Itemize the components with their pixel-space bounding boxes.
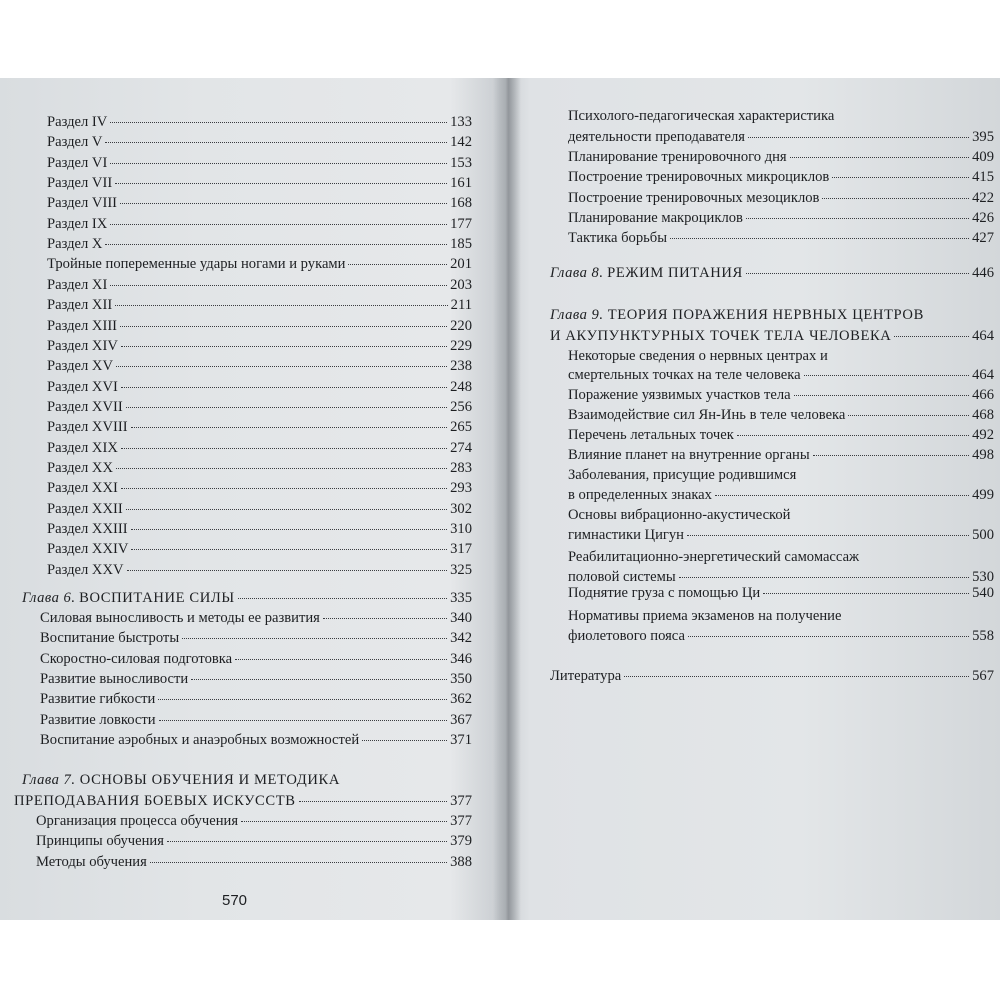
section-entry bbox=[47, 154, 472, 173]
section-page: 185 bbox=[450, 236, 472, 253]
dot-leader bbox=[348, 262, 447, 265]
dot-leader bbox=[131, 547, 447, 550]
section-title: Раздел XV bbox=[47, 358, 114, 375]
chapter-6-item-title: Скоростно-силовая подготовка bbox=[40, 650, 233, 667]
section-page: 325 bbox=[450, 561, 472, 578]
section-page: 302 bbox=[450, 500, 472, 517]
exam-line2: фиолетового пояса bbox=[568, 628, 685, 644]
section-page: 203 bbox=[450, 276, 472, 293]
dot-leader bbox=[115, 303, 447, 306]
section-title: Раздел XVIII bbox=[47, 419, 128, 436]
chapter-9-page: 464 bbox=[972, 328, 994, 344]
dot-leader bbox=[362, 738, 447, 741]
psych-item-line1: Психолого-педагогическая характеристика bbox=[568, 108, 835, 124]
literature-title: Литература bbox=[550, 668, 622, 684]
chapter-7-item-title: Методы обучения bbox=[36, 853, 147, 870]
section-page: 153 bbox=[450, 154, 472, 171]
dot-leader bbox=[235, 657, 447, 660]
training-item-page: 422 bbox=[972, 189, 994, 206]
section-page: 201 bbox=[450, 256, 472, 273]
section-page: 256 bbox=[450, 398, 472, 415]
training-item-entry bbox=[568, 189, 994, 208]
dot-leader bbox=[121, 446, 447, 449]
dot-leader bbox=[126, 405, 447, 408]
dot-leader bbox=[624, 674, 969, 677]
nerve-centers-line2: смертельных точках на теле человека bbox=[568, 367, 801, 383]
section-page: 229 bbox=[450, 337, 472, 354]
dot-leader bbox=[746, 271, 969, 274]
dot-leader bbox=[894, 334, 969, 337]
chapter-6-item-title: Развитие выносливости bbox=[40, 670, 189, 687]
dot-leader bbox=[110, 222, 447, 225]
section-page: 211 bbox=[450, 297, 472, 314]
chapter-9-entry bbox=[550, 327, 994, 346]
training-item-entry bbox=[568, 229, 994, 248]
chapter-6-item-entry bbox=[40, 629, 472, 648]
dot-leader bbox=[670, 236, 969, 239]
section-entry bbox=[47, 235, 472, 254]
literature-page: 567 bbox=[972, 668, 994, 684]
yin-yang-title: Взаимодействие сил Ян-Инь в теле человека bbox=[568, 407, 846, 423]
chapter-6-item-page: 342 bbox=[450, 630, 472, 647]
chapter-7-item-entry bbox=[36, 832, 472, 851]
dot-leader bbox=[131, 527, 448, 530]
chapter-6-label: Глава 6. bbox=[22, 590, 76, 606]
nerve-centers-line1: Некоторые сведения о нервных центрах и bbox=[568, 348, 828, 364]
chapter-7-item-title: Принципы обучения bbox=[36, 833, 164, 850]
section-page: 248 bbox=[450, 378, 472, 395]
section-entry bbox=[47, 337, 472, 356]
training-item-title: Построение тренировочных микроциклов bbox=[568, 169, 830, 186]
section-entry bbox=[47, 194, 472, 213]
lethal-points-title: Перечень летальных точек bbox=[568, 427, 734, 443]
dot-leader bbox=[737, 433, 969, 436]
chapter-6-item-title: Воспитание аэробных и анаэробных возможностей bbox=[40, 731, 360, 748]
dot-leader bbox=[121, 385, 447, 388]
qigong-line2: гимнастики Цигун bbox=[568, 527, 684, 543]
chapter-7-page: 377 bbox=[450, 793, 472, 809]
chapter-7-entry bbox=[14, 792, 472, 811]
dot-leader bbox=[323, 616, 447, 619]
section-entry bbox=[47, 296, 472, 315]
chapter-8-label: Глава 8. bbox=[550, 265, 604, 281]
dot-leader bbox=[105, 140, 447, 143]
chapter-6-item-page: 371 bbox=[450, 731, 472, 748]
section-title: Раздел XXIII bbox=[47, 521, 128, 537]
dot-leader bbox=[790, 155, 969, 158]
dot-leader bbox=[688, 634, 969, 637]
dot-leader bbox=[679, 575, 969, 578]
training-item-entry bbox=[568, 148, 994, 167]
dot-leader bbox=[241, 819, 447, 822]
section-title: Раздел XXIV bbox=[47, 541, 129, 558]
dot-leader bbox=[832, 175, 969, 178]
qigong-entry bbox=[568, 526, 994, 545]
chapter-6-entry bbox=[22, 589, 472, 608]
lethal-points-page: 492 bbox=[972, 427, 994, 443]
dot-leader bbox=[182, 636, 447, 639]
chapter-8-page: 446 bbox=[972, 265, 994, 281]
chapter-7-item-page: 388 bbox=[450, 853, 472, 870]
section-page: 133 bbox=[450, 114, 472, 130]
section-title: Раздел X bbox=[47, 236, 103, 253]
section-entry bbox=[47, 561, 472, 580]
section-entry bbox=[47, 317, 472, 336]
section-title: Раздел XIII bbox=[47, 317, 118, 334]
dot-leader bbox=[746, 216, 969, 219]
chapter-6-item-page: 346 bbox=[450, 650, 472, 667]
literature-entry bbox=[550, 667, 994, 686]
chapter-6-item-entry bbox=[40, 609, 472, 628]
chapter-6-item-title: Воспитание быстроты bbox=[40, 630, 180, 647]
section-entry bbox=[47, 439, 472, 458]
lethal-points-entry bbox=[568, 426, 994, 445]
dot-leader bbox=[191, 677, 447, 680]
qigong-page: 500 bbox=[972, 527, 994, 543]
section-page: 142 bbox=[450, 134, 472, 151]
section-entry bbox=[47, 459, 472, 478]
vulnerable-areas-title: Поражение уязвимых участков тела bbox=[568, 387, 791, 403]
section-page: 310 bbox=[450, 521, 472, 537]
massage-line1: Реабилитационно-энергетический самомассаж bbox=[568, 549, 860, 565]
page-number: 570 bbox=[222, 892, 248, 909]
chapter-6-title: ВОСПИТАНИЕ СИЛЫ bbox=[79, 590, 235, 606]
section-entry bbox=[47, 540, 472, 559]
dot-leader bbox=[120, 201, 447, 204]
section-page: 317 bbox=[450, 541, 472, 558]
dot-leader bbox=[715, 493, 969, 496]
section-page: 168 bbox=[450, 195, 472, 212]
diseases-line2: в определенных знаках bbox=[568, 487, 712, 503]
chapter-6-item-page: 367 bbox=[450, 711, 472, 728]
training-item-title: Планирование макроциклов bbox=[568, 209, 743, 226]
dot-leader bbox=[822, 196, 969, 199]
chapter-9-title-line2: И АКУПУНКТУРНЫХ ТОЧЕК ТЕЛА ЧЕЛОВЕКА bbox=[550, 328, 892, 344]
dot-leader bbox=[150, 860, 447, 863]
dot-leader bbox=[763, 591, 969, 594]
dot-leader bbox=[105, 242, 447, 245]
diseases-line1: Заболевания, присущие родившимся bbox=[568, 467, 797, 483]
section-entry bbox=[47, 398, 472, 417]
section-page: 283 bbox=[450, 459, 472, 476]
training-item-title: Тактика борьбы bbox=[568, 230, 668, 247]
section-entry bbox=[47, 378, 472, 397]
section-entry bbox=[47, 174, 472, 193]
chapter-8-entry bbox=[550, 264, 994, 283]
chapter-7-label: Глава 7. bbox=[22, 772, 76, 788]
dot-leader bbox=[813, 453, 969, 456]
qigong-line1: Основы вибрационно-акустической bbox=[568, 507, 791, 523]
section-page: 293 bbox=[450, 480, 472, 497]
training-item-page: 409 bbox=[972, 149, 994, 165]
section-title: Раздел XXII bbox=[47, 500, 123, 517]
section-page: 161 bbox=[450, 175, 472, 192]
dot-leader bbox=[116, 364, 447, 367]
dot-leader bbox=[848, 413, 969, 416]
section-page: 238 bbox=[450, 358, 472, 375]
dot-leader bbox=[748, 135, 969, 138]
chapter-6-item-page: 350 bbox=[450, 670, 472, 687]
chapter-7-title-line1: ОСНОВЫ ОБУЧЕНИЯ И МЕТОДИКА bbox=[79, 772, 340, 788]
yin-yang-page: 468 bbox=[972, 407, 994, 423]
section-page: 177 bbox=[450, 215, 472, 232]
qi-lifting-title: Поднятие груза с помощью Ци bbox=[568, 585, 761, 601]
dot-leader bbox=[167, 839, 447, 842]
section-title: Раздел XVII bbox=[47, 398, 123, 415]
chapter-6-item-title: Развитие ловкости bbox=[40, 711, 156, 728]
chapter-7-item-entry bbox=[36, 853, 472, 872]
qi-lifting-page: 540 bbox=[972, 585, 994, 601]
training-item-entry bbox=[568, 168, 994, 187]
chapter-8-title: РЕЖИМ ПИТАНИЯ bbox=[607, 265, 743, 281]
training-item-page: 427 bbox=[972, 230, 994, 247]
book-spine bbox=[493, 78, 521, 920]
section-title: Раздел VIII bbox=[47, 195, 118, 212]
section-entry bbox=[47, 357, 472, 376]
dot-leader bbox=[120, 324, 447, 327]
training-item-title: Построение тренировочных мезоциклов bbox=[568, 189, 820, 206]
dot-leader bbox=[159, 718, 448, 721]
dot-leader bbox=[238, 596, 447, 599]
section-entry bbox=[47, 520, 472, 539]
section-title: Раздел XI bbox=[47, 276, 108, 293]
section-title: Тройные попеременные удары ногами и руками bbox=[47, 256, 346, 273]
section-page: 274 bbox=[450, 439, 472, 456]
qi-lifting-entry bbox=[568, 584, 994, 603]
section-title: Раздел XX bbox=[47, 459, 114, 476]
psych-item-page: 395 bbox=[972, 129, 994, 145]
dot-leader bbox=[110, 283, 447, 286]
exam-line1: Нормативы приема экзаменов на получение bbox=[568, 608, 842, 624]
section-title: Раздел XIX bbox=[47, 439, 118, 456]
dot-leader bbox=[110, 161, 447, 164]
chapter-7-item-page: 377 bbox=[450, 813, 472, 829]
dot-leader bbox=[121, 486, 447, 489]
section-entry bbox=[47, 418, 472, 437]
chapter-6-item-entry bbox=[40, 650, 472, 669]
exam-entry bbox=[568, 627, 994, 646]
chapter-9-heading-line1 bbox=[550, 306, 924, 324]
psych-item-entry bbox=[568, 128, 994, 147]
dot-leader bbox=[127, 568, 448, 571]
planets-entry bbox=[568, 446, 994, 465]
diseases-page: 499 bbox=[972, 487, 994, 503]
section-title: Раздел IV bbox=[47, 114, 108, 130]
psych-item-line2: деятельности преподавателя bbox=[568, 129, 746, 145]
section-title: Раздел XXV bbox=[47, 561, 124, 578]
section-entry bbox=[47, 113, 472, 132]
dot-leader bbox=[121, 344, 447, 347]
section-title: Раздел VII bbox=[47, 175, 113, 192]
dot-leader bbox=[116, 466, 447, 469]
section-title: Раздел IX bbox=[47, 215, 108, 232]
chapter-6-page: 335 bbox=[450, 590, 472, 606]
nerve-centers-page: 464 bbox=[972, 367, 994, 383]
chapter-6-item-page: 340 bbox=[450, 610, 472, 626]
section-entry bbox=[47, 276, 472, 295]
section-title: Раздел XIV bbox=[47, 337, 118, 354]
chapter-6-item-entry bbox=[40, 690, 472, 709]
section-title: Раздел XXI bbox=[47, 480, 118, 497]
chapter-7-item-page: 379 bbox=[450, 833, 472, 850]
section-entry bbox=[47, 255, 472, 274]
dot-leader bbox=[299, 799, 448, 802]
chapter-7-item-title: Организация процесса обучения bbox=[36, 813, 239, 829]
chapter-7-heading-line1 bbox=[22, 771, 340, 789]
section-title: Раздел XVI bbox=[47, 378, 118, 395]
chapter-7-item-entry bbox=[36, 812, 472, 831]
chapter-6-item-title: Силовая выносливость и методы ее развития bbox=[40, 610, 320, 626]
dot-leader bbox=[687, 533, 969, 536]
dot-leader bbox=[115, 181, 447, 184]
massage-line2: половой системы bbox=[568, 569, 676, 585]
section-entry bbox=[47, 500, 472, 519]
chapter-6-item-entry bbox=[40, 731, 472, 750]
vulnerable-areas-entry bbox=[568, 386, 994, 405]
training-item-entry bbox=[568, 209, 994, 228]
massage-page: 530 bbox=[972, 569, 994, 585]
dot-leader bbox=[158, 697, 447, 700]
vulnerable-areas-page: 466 bbox=[972, 387, 994, 403]
planets-page: 498 bbox=[972, 447, 994, 463]
diseases-entry bbox=[568, 486, 994, 505]
yin-yang-entry bbox=[568, 406, 994, 425]
section-entry bbox=[47, 215, 472, 234]
dot-leader bbox=[131, 425, 448, 428]
dot-leader bbox=[794, 393, 970, 396]
section-title: Раздел VI bbox=[47, 154, 108, 171]
chapter-7-title-line2: ПРЕПОДАВАНИЯ БОЕВЫХ ИСКУССТВ bbox=[14, 793, 296, 809]
section-entry bbox=[47, 133, 472, 152]
chapter-6-item-entry bbox=[40, 670, 472, 689]
dot-leader bbox=[126, 507, 447, 510]
nerve-centers-entry bbox=[568, 366, 994, 385]
chapter-6-item-title: Развитие гибкости bbox=[40, 691, 156, 708]
chapter-6-item-entry bbox=[40, 711, 472, 730]
section-page: 220 bbox=[450, 317, 472, 334]
chapter-9-title-line1: ТЕОРИЯ ПОРАЖЕНИЯ НЕРВНЫХ ЦЕНТРОВ bbox=[607, 307, 924, 323]
training-item-page: 415 bbox=[972, 169, 994, 186]
dot-leader bbox=[110, 120, 447, 123]
section-entry bbox=[47, 479, 472, 498]
training-item-title: Планирование тренировочного дня bbox=[568, 149, 787, 165]
chapter-6-item-page: 362 bbox=[450, 691, 472, 708]
planets-title: Влияние планет на внутренние органы bbox=[568, 447, 810, 463]
chapter-9-label: Глава 9. bbox=[550, 307, 604, 323]
training-item-page: 426 bbox=[972, 209, 994, 226]
section-title: Раздел V bbox=[47, 134, 103, 151]
dot-leader bbox=[804, 373, 970, 376]
section-page: 265 bbox=[450, 419, 472, 436]
section-title: Раздел XII bbox=[47, 297, 113, 314]
exam-page: 558 bbox=[972, 628, 994, 644]
